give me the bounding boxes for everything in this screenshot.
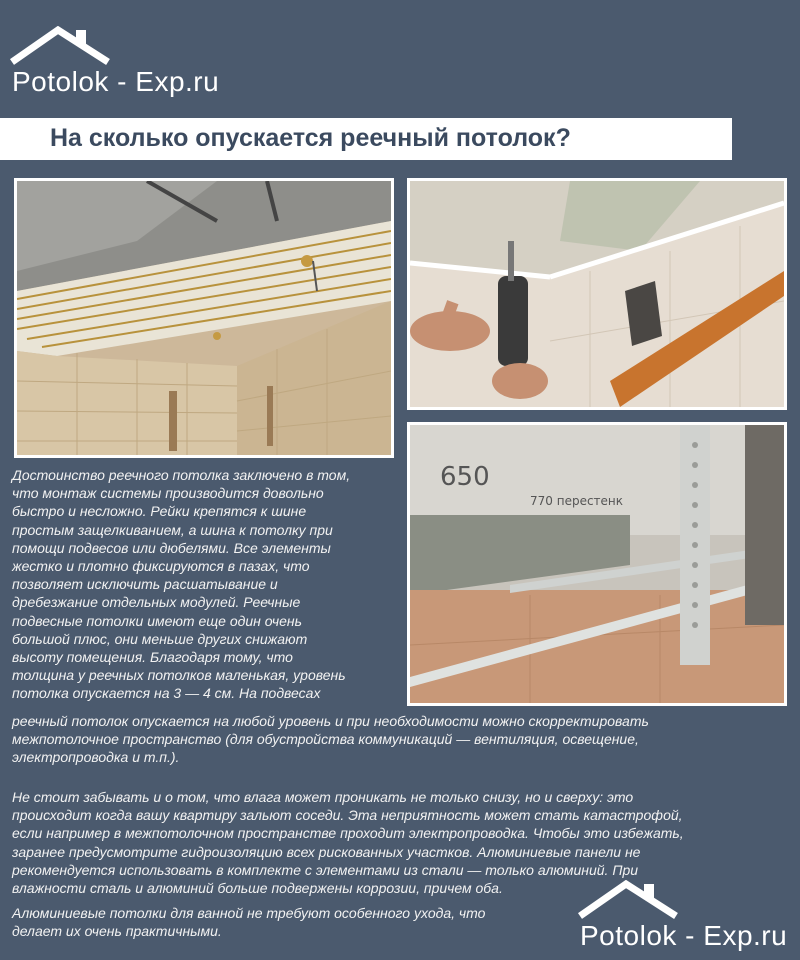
text-line: простым защелкиванием, а шина к потолку при [12,521,333,538]
text-line: дребезжание отдельных модулей. Реечные [12,594,301,611]
text-line: межпотолочное пространство (для обустройства коммуникаций — вентиляция, освещение, [12,731,639,748]
annotation-650: 650 [440,462,490,492]
title-bar [0,118,732,160]
paragraph-1-continuation [12,712,787,767]
text-line: потолка опускается на 3 — 4 см. На подвесах [12,685,321,702]
text-line: быстро и несложно. Рейки крепятся к шине [12,503,307,520]
text-line: жестко и плотно фиксируются в пазах, что [12,558,310,575]
text-line: высоту помещения. Благодаря тому, что [12,649,293,666]
paragraph-1 [12,466,400,703]
text-line: рекомендуется использовать в комплекте с элементами из стали — только алюминий. При [12,861,639,878]
site-logo-watermark[interactable] [576,880,796,956]
text-line: толщина у реечных потолков маленькая, уровень [12,667,346,684]
site-logo[interactable] [8,26,238,106]
annotation-770: 770 перестенк [530,494,624,508]
text-line: позволяет исключить расшатывание и [12,576,278,593]
text-line: большой плюс, они меньше других снижают [12,630,308,647]
text-line: реечный потолок опускается на любой уровень и при необходимости можно скорректировать [12,713,649,729]
paragraph-3 [12,904,592,940]
text-line: Алюминиевые потолки для ванной не требуют особенного ухода, что [12,905,486,921]
house-roof-icon [578,880,682,920]
text-line: Не стоит забывать и о том, что влага может проникать не только снизу, но и сверху: это [12,789,634,805]
text-line: если например в межпотолочном пространстве проходит электропроводка. Чтобы это избежать, [12,825,684,842]
text-line: влажности сталь и алюминий больше подвержены коррозии, причем оба. [12,880,503,897]
text-line: что монтаж системы производится довольно [12,485,324,502]
text-line: делает их очень практичными. [12,923,222,940]
ceiling-bathroom-photo [14,178,394,458]
text-line: помощи подвесов или дюбелями. Все элементы [12,539,331,556]
profile-mount-photo [407,422,787,706]
drilling-ceiling-photo [407,178,787,410]
page-title: На сколько опускается реечный потолок? [50,124,571,152]
text-line: электропроводка и т.п.). [12,749,180,766]
text-line: происходит когда вашу квартиру зальют соседи. Эта неприятность может стать катастрофой, [12,807,683,824]
text-line: Достоинство реечного потолка заключено в том, [12,467,351,483]
text-line: подвесные потолки имеют еще один очень [12,612,302,629]
logo-text: Potolok - Exp.ru [12,66,220,97]
logo-text: Potolok - Exp.ru [580,920,788,951]
text-line: заранее предусмотрите гидроизоляцию всех рискованных участков. Алюминиевые панели не [12,843,641,860]
house-roof-icon [10,26,114,66]
